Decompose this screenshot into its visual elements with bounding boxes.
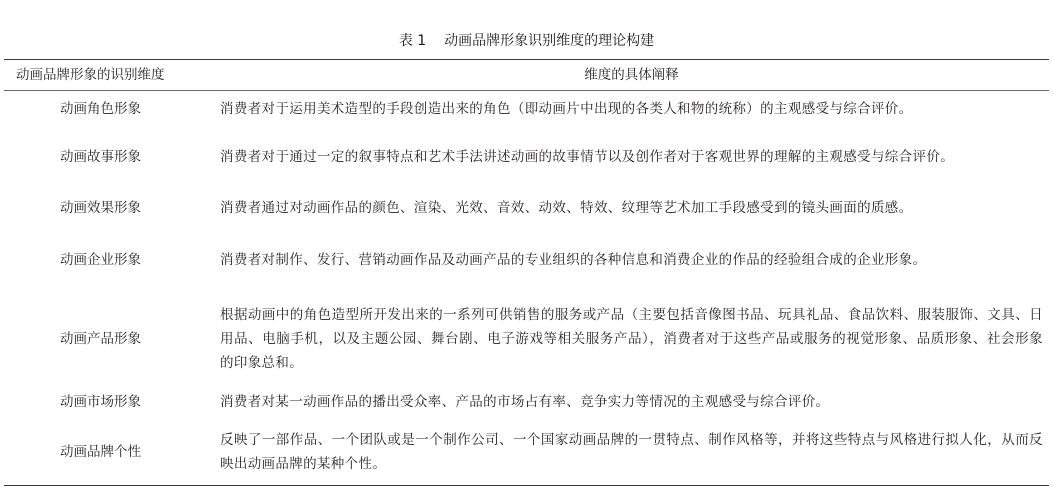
table-row: [4, 125, 1049, 189]
table-header-row: [4, 60, 1049, 91]
dimension-cell: 动画品牌个性: [4, 419, 214, 486]
table-row: [4, 385, 1049, 419]
table-row: [4, 293, 1049, 385]
description-cell: 消费者对制作、发行、营销动画作品及动画产品的专业组织的各种信息和消费企业的作品的经验组合成的企业形象。: [220, 252, 927, 268]
description-cell: 消费者对某一动画作品的播出受众率、产品的市场占有率、竞争实力等情况的主观感受与综合评价。: [220, 394, 830, 410]
dimension-cell: 动画市场形象: [60, 394, 141, 410]
header-explanation: 维度的具体阐释: [214, 60, 1049, 91]
dimension-cell: 动画产品形象: [60, 331, 141, 347]
dimension-cell: 动画企业形象: [60, 252, 141, 268]
table-row: [4, 419, 1049, 486]
header-dimension: 动画品牌形象的识别维度: [4, 60, 214, 91]
table-number: 表 1: [398, 33, 427, 49]
description-cell: 根据动画中的角色造型所开发出来的一系列可供销售的服务或产品（主要包括音像图书品、玩具礼品、食品饮料、服装服饰、文具、日用品、电脑手机，以及主题公园、舞台剧、电子游戏等相关服务产品），消费者对于这些产品或服务的视觉形象、品质形象、社会形象的印象总和。: [220, 307, 1043, 371]
description-cell: 消费者对于运用美术造型的手段创造出来的角色（即动画片中出现的各类人和物的统称）的主观感受与综合评价。: [220, 100, 913, 117]
description-cell: 消费者通过对动画作品的颜色、渲染、光效、音效、动效、特效、纹理等艺术加工手段感受到的镜头画面的质感。: [220, 200, 913, 216]
description-cell: 消费者对于通过一定的叙事特点和艺术手法讲述动画的故事情节以及创作者对于客观世界的理解的主观感受与综合评价。: [220, 149, 955, 165]
description-cell: 反映了一部作品、一个团队或是一个制作公司、一个国家动画品牌的一贯特点、制作风格等，并将这些特点与风格进行拟人化，从而反映出动画品牌的某种个性。: [214, 419, 1049, 486]
table-title: 动画品牌形象识别维度的理论构建: [444, 33, 655, 49]
dimension-cell: 动画效果形象: [60, 200, 141, 216]
table-row: [4, 227, 1049, 293]
table-row: [4, 189, 1049, 227]
brand-image-dimension-table: [4, 59, 1049, 486]
dimension-cell: 动画故事形象: [60, 149, 141, 165]
table-caption: [0, 30, 1053, 52]
table-row: [4, 91, 1049, 126]
dimension-cell: 动画角色形象: [60, 100, 141, 117]
